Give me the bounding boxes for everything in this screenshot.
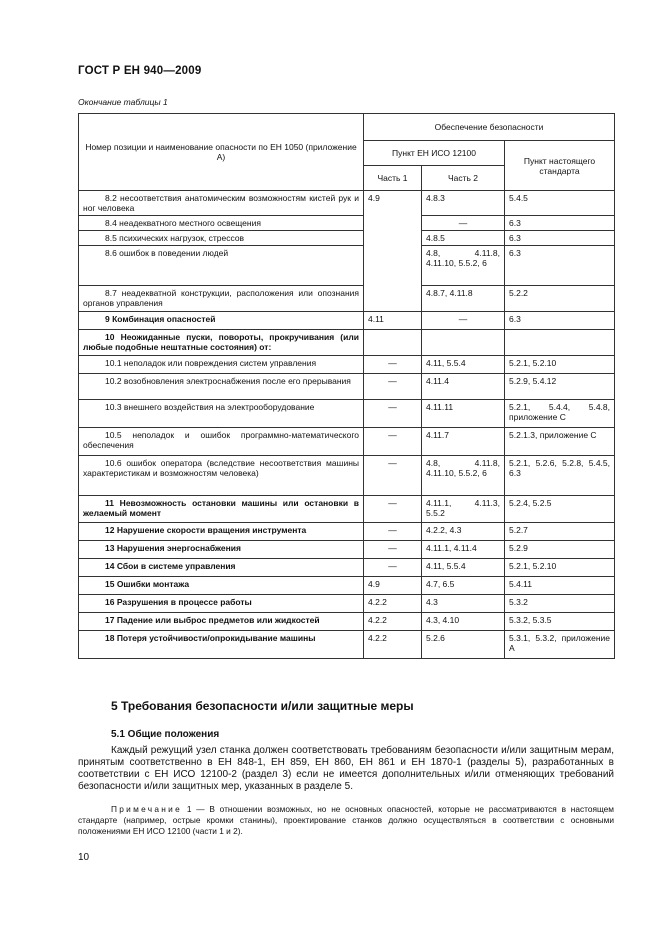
table-row — [79, 216, 615, 231]
hazard-cell: 10.5 неполадок и ошибок программно-математического обеспечения — [79, 428, 364, 456]
clause-cell: 5.2.9, 5.4.12 — [505, 374, 615, 400]
note-paragraph — [78, 804, 614, 837]
document-header: ГОСТ Р ЕН 940—2009 — [78, 65, 202, 77]
note-text: 1 — В отношении возможных, но не основных опасностей, которые не рассматриваются в настоящем стандарте (например, острые кромки станины), проектирование станков должно осуществляться в соответствии с основными положениями ЕН ИСО 12100 (части 1 и 2). — [78, 804, 614, 836]
header-standard-clause: Пункт настоящего стандарта — [505, 141, 615, 191]
section-title: 5 Требования безопасности и/или защитные меры — [111, 699, 414, 713]
clause-cell: 5.2.1, 5.2.10 — [505, 356, 615, 374]
table-row — [79, 330, 615, 356]
clause-cell: 5.2.7 — [505, 523, 615, 541]
part1-cell: — — [364, 400, 422, 428]
clause-cell: 5.2.4, 5.2.5 — [505, 496, 615, 523]
table-row — [79, 613, 615, 631]
part1-cell: — — [364, 428, 422, 456]
hazard-cell: 18 Потеря устойчивости/опрокидывание машины — [79, 631, 364, 659]
clause-cell — [505, 330, 615, 356]
part1-cell: — — [364, 374, 422, 400]
table-row — [79, 231, 615, 246]
note-label: Примечание — [111, 804, 183, 814]
subsection-title: 5.1 Общие положения — [111, 729, 220, 740]
table-row — [79, 456, 615, 496]
part2-cell: 4.7, 6.5 — [422, 577, 505, 595]
part1-cell: 4.11 — [364, 312, 422, 330]
hazards-table — [78, 113, 615, 659]
part1-cell — [364, 330, 422, 356]
part2-cell: — — [422, 312, 505, 330]
table-row — [79, 356, 615, 374]
part2-cell: 4.8, 4.11.8, 4.11.10, 5.5.2, 6 — [422, 456, 505, 496]
part2-cell: 4.2.2, 4.3 — [422, 523, 505, 541]
part2-cell — [422, 330, 505, 356]
hazard-cell: 17 Падение или выброс предметов или жидкостей — [79, 613, 364, 631]
header-hazard: Номер позиции и наименование опасности по ЕН 1050 (приложение А) — [79, 114, 364, 191]
clause-cell: 5.2.1, 5.2.10 — [505, 559, 615, 577]
clause-cell: 5.3.1, 5.3.2, приложение А — [505, 631, 615, 659]
hazard-cell: 10.6 ошибок оператора (вследствие несоответствия машины характеристикам и возможностям человека) — [79, 456, 364, 496]
part2-cell: 4.11, 5.5.4 — [422, 559, 505, 577]
table-row — [79, 559, 615, 577]
part1-cell: — — [364, 541, 422, 559]
page-number: 10 — [78, 852, 90, 863]
hazard-cell: 8.4 неадекватного местного освещения — [79, 216, 364, 231]
header-part2: Часть 2 — [422, 166, 505, 191]
part2-cell: 4.8, 4.11.8, 4.11.10, 5.5.2, 6 — [422, 246, 505, 286]
part2-cell: 4.3, 4.10 — [422, 613, 505, 631]
table-row — [79, 541, 615, 559]
hazard-cell: 12 Нарушение скорости вращения инструмента — [79, 523, 364, 541]
part1-cell: — — [364, 523, 422, 541]
part1-cell — [364, 216, 422, 231]
part2-cell: 4.11.7 — [422, 428, 505, 456]
hazard-cell: 8.5 психических нагрузок, стрессов — [79, 231, 364, 246]
hazard-cell: 11 Невозможность остановки машины или остановки в желаемый момент — [79, 496, 364, 523]
part1-cell: 4.9 — [364, 577, 422, 595]
hazard-cell: 10.1 неполадок или повреждения систем управления — [79, 356, 364, 374]
part1-cell — [364, 231, 422, 246]
part1-cell: 4.2.2 — [364, 595, 422, 613]
hazard-cell: 13 Нарушения энергоснабжения — [79, 541, 364, 559]
part2-cell: 4.8.7, 4.11.8 — [422, 286, 505, 312]
table-row — [79, 246, 615, 286]
part1-cell: 4.9 — [364, 191, 422, 216]
part1-cell: — — [364, 356, 422, 374]
table-row — [79, 286, 615, 312]
hazard-cell: 16 Разрушения в процессе работы — [79, 595, 364, 613]
hazard-cell: 8.7 неадекватной конструкции, расположения или опознания органов управления — [79, 286, 364, 312]
header-iso-clause: Пункт ЕН ИСО 12100 — [364, 141, 505, 166]
table-row — [79, 428, 615, 456]
part1-cell: 4.2.2 — [364, 613, 422, 631]
part2-cell: 4.3 — [422, 595, 505, 613]
clause-cell: 5.2.9 — [505, 541, 615, 559]
part2-cell: 4.11.4 — [422, 374, 505, 400]
clause-cell: 5.4.5 — [505, 191, 615, 216]
part2-cell: 4.8.3 — [422, 191, 505, 216]
table-row — [79, 577, 615, 595]
part2-cell: 4.8.5 — [422, 231, 505, 246]
hazard-cell: 8.2 несоответствия анатомическим возможностям кистей рук и ног человека — [79, 191, 364, 216]
clause-cell: 6.3 — [505, 312, 615, 330]
clause-cell: 6.3 — [505, 231, 615, 246]
hazard-cell: 10.2 возобновления электроснабжения после его прерывания — [79, 374, 364, 400]
part2-cell: 4.11, 5.5.4 — [422, 356, 505, 374]
table-row — [79, 312, 615, 330]
part2-cell: 5.2.6 — [422, 631, 505, 659]
hazard-cell: 8.6 ошибок в поведении людей — [79, 246, 364, 286]
clause-cell: 5.2.1, 5.2.6, 5.2.8, 5.4.5, 6.3 — [505, 456, 615, 496]
clause-cell: 6.3 — [505, 246, 615, 286]
table-row — [79, 523, 615, 541]
part2-cell: 4.11.1, 4.11.3, 5.5.2 — [422, 496, 505, 523]
header-safety: Обеспечение безопасности — [364, 114, 615, 141]
table-caption: Окончание таблицы 1 — [78, 97, 168, 107]
clause-cell: 5.3.2 — [505, 595, 615, 613]
clause-cell: 5.2.1, 5.4.4, 5.4.8, приложение С — [505, 400, 615, 428]
hazard-cell: 9 Комбинация опасностей — [79, 312, 364, 330]
clause-cell: 5.4.11 — [505, 577, 615, 595]
part1-cell: — — [364, 496, 422, 523]
table-row — [79, 191, 615, 216]
clause-cell: 5.2.2 — [505, 286, 615, 312]
part1-cell: — — [364, 456, 422, 496]
clause-cell: 6.3 — [505, 216, 615, 231]
table-row — [79, 595, 615, 613]
part1-cell: — — [364, 559, 422, 577]
part1-cell — [364, 246, 422, 286]
hazard-cell: 10 Неожиданные пуски, повороты, прокручивания (или любые подобные нештатные состояния) от: — [79, 330, 364, 356]
part2-cell: 4.11.11 — [422, 400, 505, 428]
table-row — [79, 631, 615, 659]
header-part1: Часть 1 — [364, 166, 422, 191]
table-row — [79, 374, 615, 400]
part1-cell — [364, 286, 422, 312]
hazard-cell: 15 Ошибки монтажа — [79, 577, 364, 595]
part2-cell: — — [422, 216, 505, 231]
part2-cell: 4.11.1, 4.11.4 — [422, 541, 505, 559]
clause-cell: 5.2.1.3, приложение С — [505, 428, 615, 456]
hazard-cell: 10.3 внешнего воздействия на электрооборудование — [79, 400, 364, 428]
table-row — [79, 400, 615, 428]
hazard-cell: 14 Сбои в системе управления — [79, 559, 364, 577]
part1-cell: 4.2.2 — [364, 631, 422, 659]
clause-cell: 5.3.2, 5.3.5 — [505, 613, 615, 631]
table-row — [79, 496, 615, 523]
body-paragraph: Каждый режущий узел станка должен соответствовать требованиям безопасности и/или защитным мерам, принятым соответственно в ЕН 848-1, ЕН 859, ЕН 860, ЕН 861 и ЕН 1870-1 (разделы 5), разработанных в соответствии с ЕН ИСО 12100-2 (раздел 3) если не имеется дополнительных и/или отменяющих требований безопасности и/или защитных мер, указанных в разделе 5. — [78, 745, 614, 792]
